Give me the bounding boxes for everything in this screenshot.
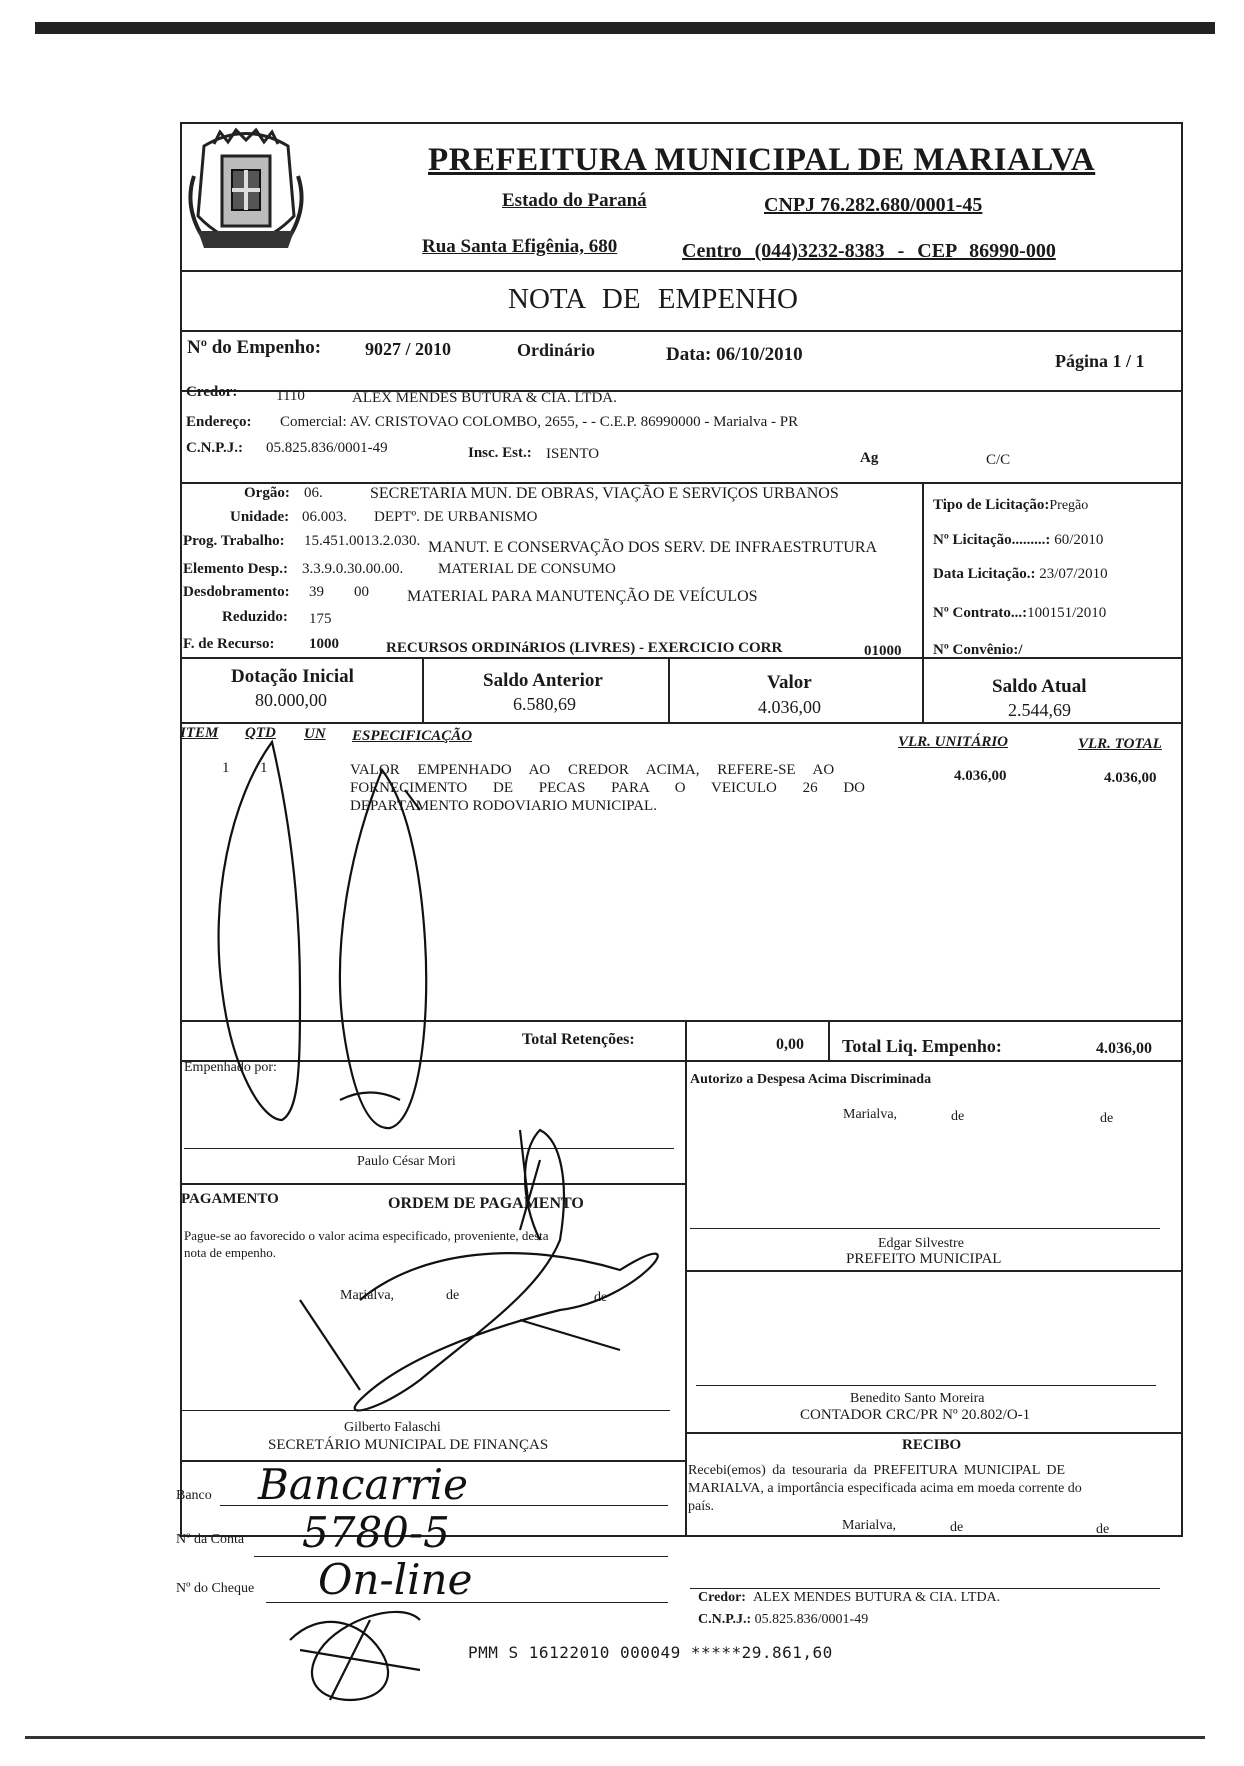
state-label: Estado do Paraná (502, 190, 647, 211)
banco-label: Banco (176, 1488, 212, 1503)
recibo-line3: país. (688, 1499, 715, 1514)
item-total-value: 4.036,00 (1104, 770, 1157, 786)
retencoes-value: 0,00 (776, 1036, 804, 1053)
desdobramento-code2: 00 (354, 584, 369, 600)
item-qtd: 1 (260, 760, 268, 776)
saldo-atual-label: Saldo Atual (992, 676, 1087, 697)
ordem-pagamento-label: ORDEM DE PAGAMENTO (388, 1195, 584, 1212)
divider (685, 1270, 1183, 1272)
divider (180, 1060, 1183, 1062)
dotacao-value: 80.000,00 (255, 690, 327, 710)
autorizo-de2: de (1100, 1111, 1114, 1126)
divider (828, 1020, 830, 1060)
divider (180, 1183, 685, 1185)
municipality-title: PREFEITURA MUNICIPAL DE MARIALVA (428, 142, 1096, 178)
col-un: UN (304, 726, 326, 742)
num-licitacao-label: Nº Licitação.........: (933, 532, 1051, 548)
item-desc-line1: VALOR EMPENHADO AO CREDOR ACIMA, REFERE-SE AO (350, 762, 835, 778)
contrato-value: 100151/2010 (1027, 605, 1107, 621)
elemento-code: 3.3.9.0.30.00.00. (302, 561, 404, 577)
recibo-label: RECIBO (902, 1437, 962, 1453)
empenho-number-label: Nº do Empenho: (187, 337, 322, 358)
orgao-label: Orgão: (244, 485, 290, 501)
divider (180, 330, 1183, 332)
liquido-value: 4.036,00 (1096, 1040, 1152, 1057)
dotacao-label: Dotação Inicial (231, 666, 354, 687)
recibo-cnpj-value: 05.825.836/0001-49 (754, 1612, 869, 1627)
ag-label: Ag (860, 450, 879, 466)
saldo-anterior-value: 6.580,69 (513, 694, 576, 714)
liquido-label: Total Liq. Empenho: (842, 1036, 1002, 1056)
col-vlr-total: VLR. TOTAL (1078, 736, 1162, 752)
divider (180, 270, 1183, 272)
saldo-atual-value: 2.544,69 (1008, 700, 1071, 720)
divider (180, 657, 1183, 659)
tipo-licitacao-label: Tipo de Licitação: (933, 497, 1050, 513)
valor-value: 4.036,00 (758, 697, 821, 717)
prog-label: Prog. Trabalho: (183, 533, 285, 549)
valor-label: Valor (767, 672, 812, 693)
autorizo-place: Marialva, (843, 1107, 898, 1122)
col-item: ITEM (180, 725, 219, 741)
divider (180, 722, 1183, 724)
recibo-line1: Recebi(emos) da tesouraria da PREFEITURA MUNICIPAL DE (688, 1463, 1066, 1478)
street-address: Rua Santa Efigênia, 680 (422, 236, 618, 257)
col-qtd: QTD (245, 725, 276, 741)
signature-line (696, 1385, 1156, 1386)
unidade-name: DEPTº. DE URBANISMO (374, 509, 538, 525)
contrato-label: Nº Contrato...: (933, 605, 1028, 621)
unidade-label: Unidade: (230, 509, 290, 525)
fonte-code: 1000 (309, 636, 339, 652)
divider (668, 657, 670, 722)
cheque-handwritten: On-line (318, 1555, 473, 1604)
col-especificacao: ESPECIFICAÇÃO (352, 728, 473, 744)
divider (922, 482, 924, 722)
reduzido-value: 175 (309, 611, 332, 627)
recibo-credor-label: Credor: (698, 1590, 746, 1605)
prog-code: 15.451.0013.2.030. (304, 533, 421, 549)
signature-line (690, 1228, 1160, 1229)
pagamento-label: PAGAMENTO (181, 1191, 279, 1207)
col-vlr-unitario: VLR. UNITÁRIO (898, 734, 1009, 750)
address-label: Endereço: (186, 414, 252, 430)
signature-line (184, 1148, 674, 1149)
tipo-licitacao-value: Pregão (1049, 498, 1089, 513)
data-licitacao-label: Data Licitação.: (933, 566, 1036, 582)
divider (180, 390, 1183, 392)
ie-label: Insc. Est.: (468, 445, 532, 461)
credor-label: Credor: (186, 384, 238, 400)
item-unit-value: 4.036,00 (954, 768, 1007, 784)
cheque-label: Nº do Cheque (176, 1581, 255, 1596)
payment-stamp: PMM S 16122010 000049 *****29.861,60 (468, 1643, 833, 1662)
orgao-name: SECRETARIA MUN. DE OBRAS, VIAÇÃO E SERVIÇOS URBANOS (370, 485, 839, 502)
item-desc-line2: FORNECIMENTO DE PECAS PARA O VEICULO 26 DO (350, 780, 866, 796)
saldo-anterior-label: Saldo Anterior (483, 670, 603, 691)
recibo-de2: de (1096, 1522, 1110, 1537)
conta-label: Nº da Conta (176, 1532, 245, 1547)
pagamento-place: Marialva, (340, 1288, 395, 1303)
pague-line1: Pague-se ao favorecido o valor acima especificado, proveniente, desta (184, 1228, 549, 1243)
divider (180, 1020, 1183, 1022)
empenhado-por-label: Empenhado por: (184, 1060, 277, 1075)
prefeito-signatory: Edgar Silvestre (878, 1236, 964, 1251)
signature-line (690, 1588, 1160, 1589)
cc-label: C/C (986, 452, 1011, 468)
recibo-place: Marialva, (842, 1518, 897, 1533)
contador-signatory: Benedito Santo Moreira (850, 1391, 985, 1406)
item-number: 1 (222, 760, 230, 776)
item-desc-line3: DEPARTAMENTO RODOVIARIO MUNICIPAL. (350, 798, 657, 814)
credor-address: Comercial: AV. CRISTOVAO COLOMBO, 2655, - - C.E.P. 86990000 - Marialva - PR (280, 414, 799, 430)
desdobramento-label: Desdobramento: (183, 584, 290, 600)
financas-title: SECRETÁRIO MUNICIPAL DE FINANÇAS (268, 1437, 549, 1453)
data-licitacao-value: 23/07/2010 (1039, 566, 1108, 582)
pagamento-de1: de (446, 1288, 460, 1303)
document-title: NOTA DE EMPENHO (508, 283, 798, 315)
prog-name: MANUT. E CONSERVAÇÃO DOS SERV. DE INFRAESTRUTURA (428, 539, 878, 556)
signature-line (180, 1410, 670, 1411)
empenho-type: Ordinário (517, 340, 596, 360)
autorizo-de1: de (951, 1109, 965, 1124)
recibo-credor-name: ALEX MENDES BUTURA & CIA. LTDA. (752, 1590, 1001, 1605)
credor-ie: ISENTO (546, 446, 600, 462)
cnpj-label: C.N.P.J.: (186, 440, 243, 456)
convenio-label: Nº Convênio:/ (933, 642, 1023, 658)
scan-top-border (35, 22, 1215, 34)
contador-title: CONTADOR CRC/PR Nº 20.802/O-1 (800, 1407, 1031, 1423)
scan-bottom-border (25, 1736, 1205, 1739)
num-licitacao-value: 60/2010 (1054, 532, 1104, 548)
coat-of-arms-logo (184, 126, 308, 268)
desdobramento-name: MATERIAL PARA MANUTENÇÃO DE VEÍCULOS (407, 588, 758, 605)
elemento-name: MATERIAL DE CONSUMO (438, 561, 616, 577)
retencoes-label: Total Retenções: (522, 1031, 635, 1048)
address-rest: Centro (044)3232-8383 - CEP 86990-000 (682, 240, 1056, 262)
fonte-code2: 01000 (864, 643, 902, 659)
empenho-number: 9027 / 2010 (365, 339, 452, 359)
empenhado-signatory: Paulo César Mori (357, 1154, 456, 1169)
desdobramento-code: 39 (309, 584, 324, 600)
divider (685, 1020, 687, 1537)
conta-handwritten: 5780-5 (302, 1508, 450, 1557)
prefeito-title: PREFEITO MUNICIPAL (846, 1251, 1002, 1267)
municipality-cnpj: CNPJ 76.282.680/0001-45 (764, 194, 983, 216)
banco-handwritten: Bancarrie (258, 1460, 468, 1509)
recibo-line2: MARIALVA, a importância especificada acima em moeda corrente do (688, 1481, 1082, 1496)
unidade-code: 06.003. (302, 509, 347, 525)
financas-signatory: Gilberto Falaschi (344, 1420, 441, 1435)
pagamento-de2: de (594, 1290, 608, 1305)
recibo-cnpj-label: C.N.P.J.: (698, 1612, 752, 1627)
reduzido-label: Reduzido: (222, 609, 288, 625)
orgao-code: 06. (304, 485, 323, 501)
credor-cnpj: 05.825.836/0001-49 (266, 440, 388, 456)
divider (685, 1432, 1183, 1434)
divider (422, 657, 424, 722)
elemento-label: Elemento Desp.: (183, 561, 288, 577)
autorizo-label: Autorizo a Despesa Acima Discriminada (690, 1072, 932, 1087)
fonte-label: F. de Recurso: (183, 636, 275, 652)
divider (180, 482, 1183, 484)
pague-line2: nota de empenho. (184, 1245, 277, 1260)
page-number: Página 1 / 1 (1055, 351, 1145, 371)
credor-name: ALEX MENDES BUTURA & CIA. LTDA. (352, 390, 617, 406)
document-frame (180, 122, 1183, 1537)
empenho-date: Data: 06/10/2010 (666, 344, 803, 365)
credor-code: 1110 (276, 388, 305, 404)
recibo-de1: de (950, 1520, 964, 1535)
fonte-name: RECURSOS ORDINáRIOS (LIVRES) - EXERCICIO CORR (386, 640, 783, 656)
